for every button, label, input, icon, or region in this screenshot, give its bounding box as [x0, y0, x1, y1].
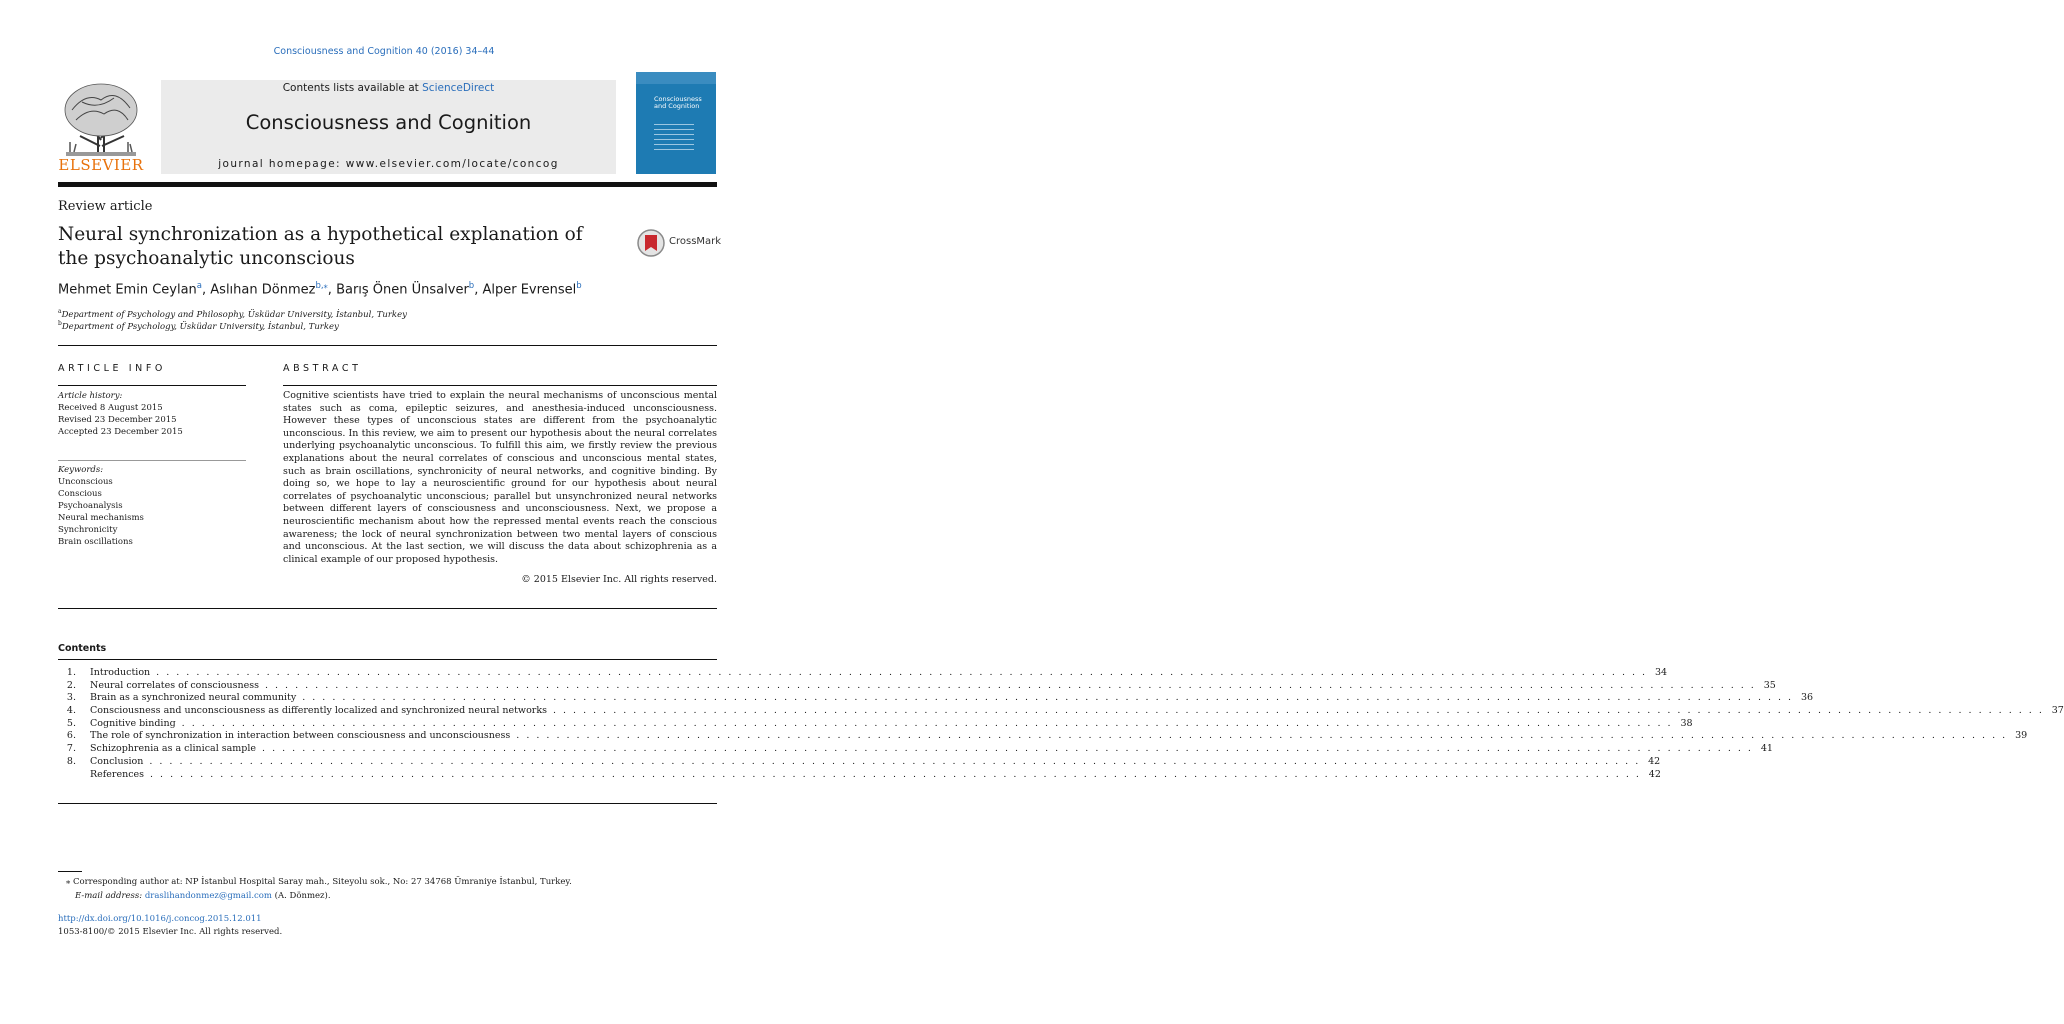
- abstract-copyright: © 2015 Elsevier Inc. All rights reserved.: [521, 574, 717, 585]
- toc-leader: . . . . . . . . . . . . . . . . . . . . . . . . . . . . . . . . . . . . . . . . . . . . . . . . . . . . . . . . . . . . . . . . . . . . . . . . . . . . . . . . . . . . . . . . . . . . . . . . . . . . . . . . . . . . . . . . . . . . . . . . . . . . . . . . . . . . . . . . . . . . . . . . . . . . .: [181, 717, 1673, 729]
- toc-entry-title[interactable]: Schizophrenia as a clinical sample: [90, 743, 257, 755]
- email-footnote: [75, 891, 331, 901]
- toc-entry-number: 3.: [66, 692, 76, 704]
- toc-entry-page[interactable]: 36: [1800, 692, 1814, 704]
- footnote-marker: ⁎: [66, 877, 71, 887]
- toc-leader: . . . . . . . . . . . . . . . . . . . . . . . . . . . . . . . . . . . . . . . . . . . . . . . . . . . . . . . . . . . . . . . . . . . . . . . . . . . . . . . . . . . . . . . . . . . . . . . . . . . . . . . . . . . . . . . . . . . . . . . . . . . . . . . . . . . . . . . . . . . . . . . . . . . . .: [516, 730, 2008, 742]
- toc-entry-page[interactable]: 38: [1680, 717, 1693, 729]
- toc-entry-page[interactable]: 37: [2051, 705, 2064, 717]
- toc-entry-page[interactable]: 39: [2015, 730, 2028, 742]
- keyword: Synchronicity: [58, 525, 118, 535]
- toc-entry-title[interactable]: Conclusion: [90, 755, 144, 767]
- affiliation-a: [58, 308, 407, 320]
- toc-leader: . . . . . . . . . . . . . . . . . . . . . . . . . . . . . . . . . . . . . . . . . . . . . . . . . . . . . . . . . . . . . . . . . . . . . . . . . . . . . . . . . . . . . . . . . . . . . . . . . . . . . . . . . . . . . . . . . . . . . . . . . . . . . . . . . . . . . . . . . . . . . . . . . . . . .: [552, 705, 2044, 717]
- affiliation-text: Department of Psychology and Philosophy, Üsküdar University, İstanbul, Turkey: [61, 309, 407, 320]
- author-name[interactable]: Barış Önen Ünsalver: [336, 282, 469, 298]
- email-suffix: (A. Dönmez).: [271, 891, 331, 901]
- author-name[interactable]: Alper Evrensel: [482, 282, 577, 298]
- affiliation-b: [58, 320, 339, 332]
- toc-entry-title[interactable]: Neural correlates of consciousness: [90, 679, 259, 691]
- toc-entry-page[interactable]: 34: [1654, 667, 1668, 678]
- journal-citation-link[interactable]: Consciousness and Cognition 40 (2016) 34–44: [273, 46, 495, 57]
- affiliation-marker: b: [58, 320, 62, 327]
- toc-entry-page[interactable]: 35: [1763, 679, 1776, 691]
- author-list: [58, 281, 582, 297]
- masthead-rule: [58, 182, 717, 187]
- article-type: Review article: [58, 199, 153, 214]
- journal-cover-thumbnail[interactable]: [636, 72, 716, 174]
- author-affiliation-marker[interactable]: b: [576, 281, 582, 291]
- keyword: Unconscious: [58, 477, 113, 487]
- author-separator: ,: [474, 282, 483, 298]
- toc-entry[interactable]: [58, 730, 2028, 743]
- toc-entry-number: 6.: [66, 730, 76, 742]
- affiliation-text: Department of Psychology, Üsküdar University, İstanbul, Turkey: [61, 321, 339, 332]
- contents-heading: Contents: [58, 643, 107, 654]
- email-link[interactable]: draslihandonmez@gmail.com: [144, 891, 272, 901]
- toc-entry[interactable]: [58, 705, 2064, 718]
- keyword: Psychoanalysis: [58, 501, 123, 511]
- abstract-text: Cognitive scientists have tried to explain the neural mechanisms of unconscious mental states such as coma, epileptic seizures, and anesthesia-induced unconsciousness. However these types of unconscious states are different from the psychoanalytic unconscious. In this review, we aim to present our hypothesis about the neural correlates underlying psychoanalytic unconscious. To fulfill this aim, we firstly review the previous explanations about the neural correlates of conscious and unconscious mental states, such as brain oscillations, synchronicity of neural networks, and cognitive binding. By doing so, we hope to lay a neuroscientific ground for our hypothesis about neural correlates of psychoanalytic unconscious; parallel but unsynchronized neural networks between different layers of consciousness and unconsciousness. Next, we propose a neuroscientific mechanism about how the repressed mental events reach the conscious awareness; the lock of neural synchronization between two mental layers of conscious and unconscious. At the last section, we will discuss the data about schizophrenia as a clinical example of our proposed hypothesis.: [283, 390, 717, 565]
- history-accepted: Accepted 23 December 2015: [58, 427, 183, 437]
- toc-entry-title[interactable]: Cognitive binding: [90, 717, 176, 729]
- author-name[interactable]: Aslıhan Dönmez: [210, 282, 316, 298]
- keyword: Brain oscillations: [58, 537, 133, 547]
- toc-leader: . . . . . . . . . . . . . . . . . . . . . . . . . . . . . . . . . . . . . . . . . . . . . . . . . . . . . . . . . . . . . . . . . . . . . . . . . . . . . . . . . . . . . . . . . . . . . . . . . . . . . . . . . . . . . . . . . . . . . . . . . . . . . . . . . . . . . . . . . . . . . . . . . . . . .: [150, 768, 1641, 780]
- article-info-rule: [58, 385, 246, 386]
- article-history-heading: Article history:: [58, 391, 123, 401]
- toc-entry-number: 8.: [66, 755, 76, 767]
- contents-rule-bottom: [58, 803, 717, 804]
- author-separator: ,: [202, 282, 211, 298]
- cover-title: Consciousness and Cognition: [654, 95, 702, 110]
- toc-entry-page[interactable]: 42: [1648, 768, 1661, 780]
- toc-leader: . . . . . . . . . . . . . . . . . . . . . . . . . . . . . . . . . . . . . . . . . . . . . . . . . . . . . . . . . . . . . . . . . . . . . . . . . . . . . . . . . . . . . . . . . . . . . . . . . . . . . . . . . . . . . . . . . . . . . . . . . . . . . . . . . . . . . . . . . . . . . . . . . . . . .: [264, 679, 1756, 691]
- table-of-contents: [58, 667, 2064, 781]
- toc-entry-number: 5.: [66, 717, 76, 729]
- issn-copyright: 1053-8100/© 2015 Elsevier Inc. All rights reserved.: [58, 927, 283, 937]
- toc-entry-title[interactable]: Introduction: [90, 667, 151, 678]
- toc-entry-title[interactable]: Consciousness and unconsciousness as differently localized and synchronized neural networks: [90, 705, 547, 717]
- toc-leader: . . . . . . . . . . . . . . . . . . . . . . . . . . . . . . . . . . . . . . . . . . . . . . . . . . . . . . . . . . . . . . . . . . . . . . . . . . . . . . . . . . . . . . . . . . . . . . . . . . . . . . . . . . . . . . . . . . . . . . . . . . . . . . . . . . . . . . . . . . . . . . . . . . . . .: [262, 743, 1753, 755]
- doi-link[interactable]: http://dx.doi.org/10.1016/j.concog.2015.12.011: [58, 914, 262, 924]
- journal-homepage-link[interactable]: journal homepage: www.elsevier.com/locate/concog: [218, 158, 559, 170]
- contents-available-line: [161, 82, 616, 94]
- keyword: Conscious: [58, 489, 102, 499]
- toc-entry-number: 4.: [66, 705, 76, 717]
- toc-leader: . . . . . . . . . . . . . . . . . . . . . . . . . . . . . . . . . . . . . . . . . . . . . . . . . . . . . . . . . . . . . . . . . . . . . . . . . . . . . . . . . . . . . . . . . . . . . . . . . . . . . . . . . . . . . . . . . . . . . . . . . . . . . . . . . . . . . . . . . . . . . . . . . . . . .: [156, 667, 1648, 678]
- abstract-heading: ABSTRACT: [283, 363, 362, 374]
- toc-entry-title[interactable]: References: [90, 768, 145, 780]
- toc-entry-page[interactable]: 42: [1648, 755, 1661, 767]
- history-received: Received 8 August 2015: [58, 403, 163, 413]
- sciencedirect-link[interactable]: ScienceDirect: [422, 82, 495, 94]
- corresponding-author-footnote: [66, 877, 572, 887]
- journal-masthead: [161, 80, 616, 174]
- email-label: E-mail address:: [75, 891, 145, 901]
- footnote-rule: [58, 871, 82, 872]
- keywords-heading: Keywords:: [58, 465, 104, 475]
- author-affiliation-marker[interactable]: b: [468, 281, 475, 291]
- contents-rule-top: [58, 659, 717, 660]
- toc-entry[interactable]: [58, 679, 1776, 693]
- author-affiliation-marker[interactable]: a: [196, 281, 203, 291]
- elsevier-wordmark[interactable]: ELSEVIER: [58, 156, 144, 174]
- toc-entry[interactable]: [58, 717, 1693, 731]
- toc-entry[interactable]: [58, 743, 1773, 756]
- toc-entry-title[interactable]: Brain as a synchronized neural community: [90, 692, 297, 704]
- journal-title: Consciousness and Cognition: [245, 111, 532, 134]
- article-info-heading: ARTICLE INFO: [58, 363, 167, 374]
- toc-leader: . . . . . . . . . . . . . . . . . . . . . . . . . . . . . . . . . . . . . . . . . . . . . . . . . . . . . . . . . . . . . . . . . . . . . . . . . . . . . . . . . . . . . . . . . . . . . . . . . . . . . . . . . . . . . . . . . . . . . . . . . . . . . . . . . . . . . . . . . . . . . . . . . . . . .: [149, 755, 1641, 767]
- footnote-text: Corresponding author at: NP İstanbul Hospital Saray mah., Siteyolu sok., No: 27 34768 Ümraniye İstanbul, Turkey.: [70, 877, 572, 887]
- toc-entry-number: 7.: [66, 743, 76, 755]
- toc-entry-page[interactable]: 41: [1760, 743, 1773, 755]
- toc-entry[interactable]: [58, 768, 1661, 782]
- toc-entry[interactable]: [58, 692, 1814, 705]
- keywords-rule: [58, 460, 246, 461]
- affiliation-marker: a: [58, 308, 62, 315]
- toc-leader: . . . . . . . . . . . . . . . . . . . . . . . . . . . . . . . . . . . . . . . . . . . . . . . . . . . . . . . . . . . . . . . . . . . . . . . . . . . . . . . . . . . . . . . . . . . . . . . . . . . . . . . . . . . . . . . . . . . . . . . . . . . . . . . . . . . . . . . . . . . . . . . . . . . . .: [302, 692, 1794, 704]
- toc-entry-title[interactable]: The role of synchronization in interaction between consciousness and unconsciousness: [90, 730, 511, 742]
- keyword: Neural mechanisms: [58, 513, 144, 523]
- toc-entry-number: 2.: [66, 679, 76, 691]
- section-rule: [58, 345, 717, 346]
- toc-entry[interactable]: [58, 667, 1668, 680]
- author-separator: ,: [327, 282, 337, 298]
- author-name[interactable]: Mehmet Emin Ceylan: [58, 282, 197, 298]
- keyword-list: [58, 476, 144, 548]
- toc-entry-number: 1.: [66, 667, 76, 678]
- toc-entry[interactable]: [58, 755, 1661, 769]
- history-revised: Revised 23 December 2015: [58, 415, 177, 425]
- abstract-rule: [283, 385, 717, 386]
- article-title: Neural synchronization as a hypothetical explanation of the psychoanalytic unconscious: [58, 224, 583, 269]
- section-rule: [58, 608, 717, 609]
- contents-available-text: Contents lists available at: [282, 82, 423, 94]
- author-affiliation-marker[interactable]: b,⁎: [315, 281, 328, 291]
- crossmark-label[interactable]: CrossMark: [669, 236, 722, 247]
